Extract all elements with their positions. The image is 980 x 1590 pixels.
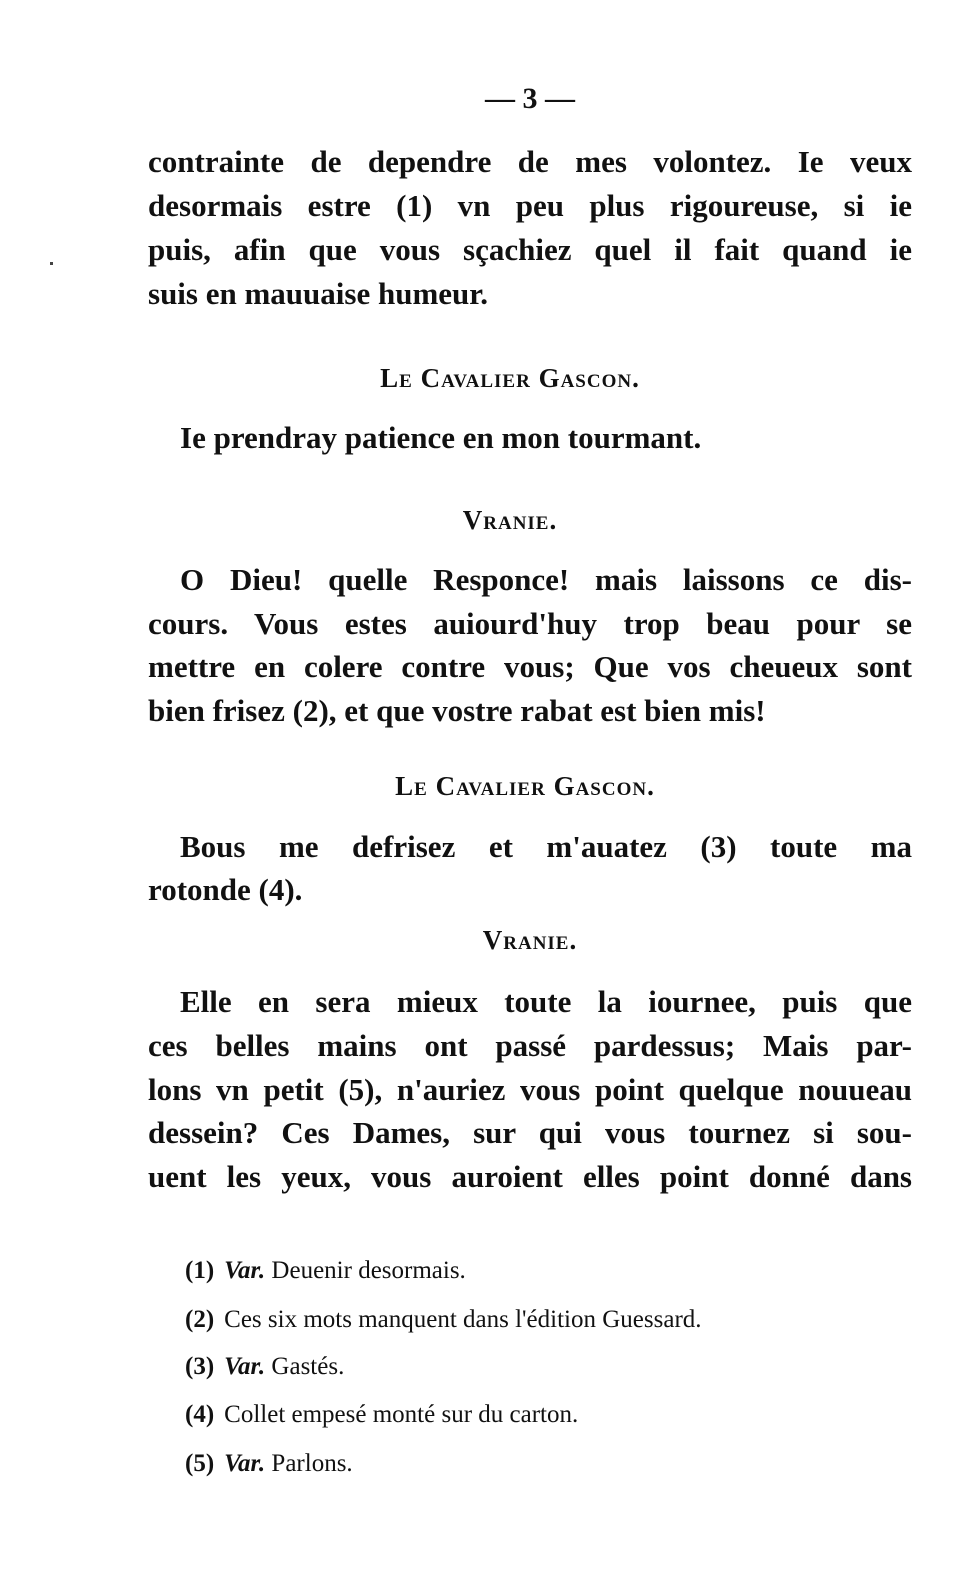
text-line: cours. Vous estes auiourd'huy trop beau pour se [148, 606, 912, 641]
text-line: O Dieu! quelle Responce! mais laissons ce dis- [180, 562, 912, 597]
text-line: lons vn petit (5), n'auriez vous point quelque nouueau [148, 1072, 912, 1107]
footnote-number: (5) [185, 1450, 215, 1477]
footnote [185, 1447, 353, 1481]
footnote-number: (2) [185, 1306, 215, 1333]
text-line: Ie prendray patience en mon tourmant. [180, 420, 702, 455]
text-line: puis, afin que vous sçachiez quel il fait quand ie [148, 232, 912, 267]
text-line: Bous me defrisez et m'auatez (3) toute ma [180, 829, 912, 864]
footnote-text: Collet empesé monté sur du carton. [224, 1401, 579, 1428]
scan-speck [50, 262, 53, 265]
footnote-var: Var. [224, 1450, 266, 1477]
footnote-number: (3) [185, 1353, 215, 1380]
speaker-heading: Vranie. [482, 925, 578, 955]
text-line: ces belles mains ont passé pardessus; Mais par- [148, 1028, 912, 1063]
footnote [185, 1303, 702, 1337]
footnote [185, 1254, 466, 1288]
text-line: mettre en colere contre vous; Que vos cheueux sont [148, 649, 912, 684]
text-line: suis en mauuaise humeur. [148, 276, 488, 311]
footnote-var: Var. [224, 1257, 266, 1284]
speaker-heading: Vranie. [462, 505, 558, 535]
text-line: Elle en sera mieux toute la iournee, puis que [180, 984, 912, 1019]
speaker-heading: Le Cavalier Gascon. [380, 363, 640, 393]
footnote [185, 1398, 578, 1432]
text-line: uent les yeux, vous auroient elles point donné dans [148, 1159, 912, 1194]
footnote-text: Ces six mots manquent dans l'édition Guessard. [224, 1306, 702, 1333]
footnote-var: Var. [224, 1353, 266, 1380]
text-line: bien frisez (2), et que vostre rabat est bien mis! [148, 693, 766, 728]
text-line: desormais estre (1) vn peu plus rigoureuse, si ie [148, 188, 912, 223]
text-line: contrainte de dependre de mes volontez. Ie veux [148, 144, 912, 179]
footnote-text: Deuenir desormais. [271, 1257, 466, 1284]
footnote [185, 1350, 344, 1384]
footnote-text: Parlons. [271, 1450, 353, 1477]
speaker-heading: Le Cavalier Gascon. [395, 771, 655, 801]
footnote-number: (1) [185, 1257, 215, 1284]
text-line: dessein? Ces Dames, sur qui vous tournez si sou- [148, 1115, 912, 1150]
text-line: rotonde (4). [148, 872, 303, 907]
footnote-number: (4) [185, 1401, 215, 1428]
page-number: — 3 — [485, 82, 575, 115]
footnote-text: Gastés. [271, 1353, 345, 1380]
